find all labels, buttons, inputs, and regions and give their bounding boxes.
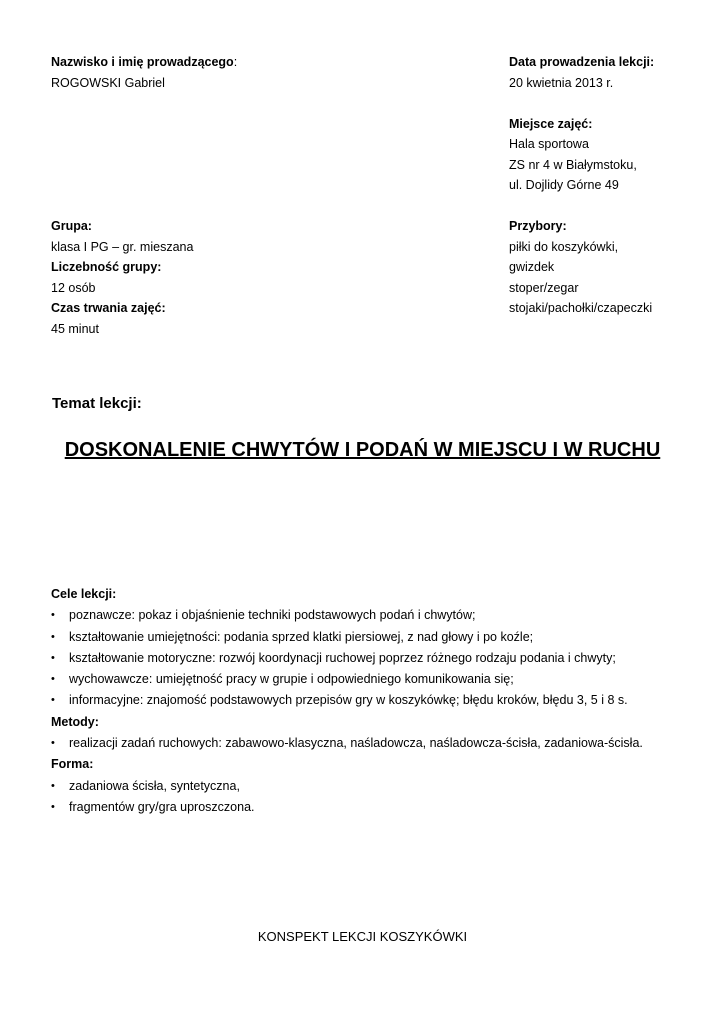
place-line: Hala sportowa: [509, 137, 589, 151]
duration-value: 45 minut: [51, 321, 99, 336]
bullet-icon: •: [51, 737, 55, 750]
list-item: • kształtowanie umiejętności: podania sprzed klatki piersiowej, z nad głowy i po koźle;: [51, 627, 711, 648]
date-label: Data prowadzenia lekcji:: [509, 55, 655, 69]
place-line: ZS nr 4 w Białymstoku,: [509, 157, 637, 172]
group-value: klasa I PG – gr. mieszana: [51, 239, 194, 254]
list-item: • zadaniowa ścisła, syntetyczna,: [51, 776, 711, 797]
lesson-goals-section: [51, 584, 711, 818]
equipment-line: stoper/zegar: [509, 280, 579, 295]
list-item: • fragmentów gry/gra uproszczona.: [51, 797, 711, 818]
place-label: Miejsce zajęć:: [509, 116, 593, 131]
duration-label: Czas trwania zajęć:: [51, 301, 166, 315]
right-info-column: [509, 52, 719, 319]
methods-label: Metody:: [51, 714, 99, 729]
equipment-line: gwizdek: [509, 260, 555, 274]
bullet-icon: •: [51, 609, 55, 622]
place-line: ul. Dojlidy Górne 49: [509, 178, 619, 192]
bullet-icon: •: [51, 779, 55, 792]
topic-label: Temat lekcji:: [52, 395, 142, 412]
teacher-name: ROGOWSKI Gabriel: [51, 75, 165, 90]
left-info-column: [51, 52, 451, 339]
bullet-icon: •: [51, 694, 55, 707]
goals-list: [51, 605, 711, 711]
list-item: • kształtowanie motoryczne: rozwój koordynacji ruchowej poprzez różnego rodzaju podania i chwyty;: [51, 648, 711, 669]
methods-list: [51, 733, 711, 754]
list-item: • wychowawcze: umiejętność pracy w grupie i odpowiedniego komunikowania się;: [51, 669, 711, 690]
lesson-title: DOSKONALENIE CHWYTÓW I PODAŃ W MIEJSCU I W RUCHU: [64, 439, 661, 461]
date-value: 20 kwietnia 2013 r.: [509, 75, 614, 90]
group-size-value: 12 osób: [51, 280, 96, 295]
equipment-line: stojaki/pachołki/czapeczki: [509, 301, 653, 315]
group-label: Grupa:: [51, 219, 92, 233]
forms-list: [51, 776, 711, 819]
forms-label: Forma:: [51, 757, 94, 772]
group-size-label: Liczebność grupy:: [51, 260, 162, 274]
teacher-label: Nazwisko i imię prowadzącego:: [51, 55, 238, 69]
list-item: • realizacji zadań ruchowych: zabawowo-klasyczna, naśladowcza, naśladowcza-ścisła, zadaniowa-ścisła.: [51, 733, 711, 754]
equipment-label: Przybory:: [509, 219, 567, 233]
list-item: • poznawcze: pokaz i objaśnienie techniki podstawowych podań i chwytów;: [51, 605, 711, 626]
equipment-line: piłki do koszykówki,: [509, 239, 619, 254]
goals-label: Cele lekcji:: [51, 587, 117, 601]
bullet-icon: •: [51, 673, 55, 686]
bullet-icon: •: [51, 630, 55, 643]
document-footer: KONSPEKT LEKCJI KOSZYKÓWKI: [257, 929, 468, 944]
bullet-icon: •: [51, 651, 55, 664]
bullet-icon: •: [51, 800, 55, 813]
list-item: • informacyjne: znajomość podstawowych przepisów gry w koszykówkę; błędu kroków, błędu 3, 5 i 8 s.: [51, 690, 711, 711]
